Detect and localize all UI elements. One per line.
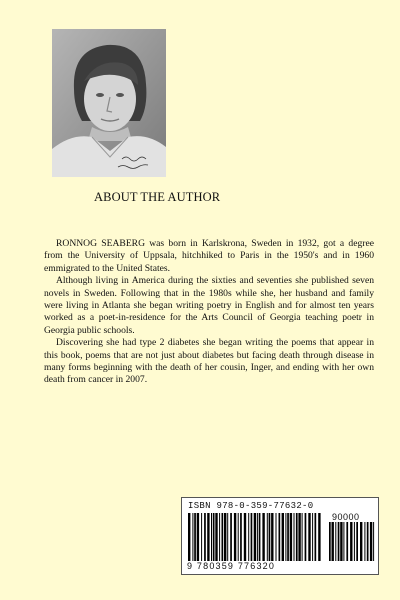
barcode-bar <box>251 513 253 561</box>
barcode-bar <box>356 522 358 561</box>
barcode-bar <box>234 513 236 561</box>
barcode-bar <box>312 513 313 561</box>
bio-paragraph: RONNOG SEABERG was born in Karlskrona, Sweden in 1932, got a degree from the University of Uppsala, hitchhiked to Paris in the 1950's and in 1960 emmigrated to the United States. <box>44 238 374 274</box>
barcode-bar <box>373 522 374 561</box>
barcode-bar <box>259 513 261 561</box>
barcode-bar <box>222 513 224 561</box>
author-photo <box>52 29 166 177</box>
barcode-bar <box>315 513 317 561</box>
isbn-text: ISBN 978-0-359-77632-0 <box>188 501 314 511</box>
barcode-bar <box>215 513 217 561</box>
barcode-bar <box>213 513 215 561</box>
barcode-bar <box>267 513 268 561</box>
bio-paragraph: Although living in America during the sixties and seventies she published seven novels in Sweden. Following that in the 1980s while she, her husband and family were living in Atlanta she began writing poetry in English and for almost ten years worked as a poet-in-residence for the Arts Council of Georgia teaching poetr in Georgia public schools. <box>44 275 374 336</box>
barcode-bar <box>254 513 256 561</box>
barcode-bar <box>329 522 331 561</box>
barcode-bar <box>370 522 372 561</box>
price-addon-text: 90000 <box>332 512 360 522</box>
barcode-bar <box>262 513 264 561</box>
barcode-bar <box>364 522 365 561</box>
barcode-bar <box>287 513 289 561</box>
barcode-bar <box>219 513 220 561</box>
barcode-bar <box>201 513 202 561</box>
barcode-bar <box>340 522 342 561</box>
barcode-bar <box>244 513 246 561</box>
addon-barcode-bars <box>329 522 375 561</box>
barcode-bar <box>194 513 196 561</box>
barcode-bar <box>257 513 258 561</box>
barcode-bar <box>305 513 307 561</box>
barcode-bar <box>346 522 348 561</box>
barcode-bar <box>350 522 352 561</box>
barcode-bar <box>302 513 303 561</box>
bio-paragraph: Discovering she had type 2 diabetes she began writing the poems that appear in this book, poems that are not just about diabetes but facing death through disease in many forms beginning with the death of her cousin, Inger, and ending with her own death from cancer in 2007. <box>44 337 374 386</box>
barcode-bar <box>271 513 273 561</box>
barcode-bar <box>192 513 193 561</box>
barcode-bar <box>343 522 344 561</box>
barcode-bar <box>211 513 212 561</box>
barcode-bar <box>276 513 277 561</box>
barcode-bar <box>290 513 292 561</box>
barcode-bar <box>338 522 340 561</box>
barcode-bar <box>188 513 190 561</box>
barcode-bar <box>207 513 209 561</box>
barcode-bar <box>248 513 249 561</box>
section-heading: ABOUT THE AUTHOR <box>94 190 221 204</box>
barcode-bar <box>282 513 284 561</box>
barcode-bar <box>308 513 310 561</box>
barcode-bar <box>204 513 206 561</box>
barcode-bar <box>335 522 336 561</box>
barcode-bar <box>360 522 362 561</box>
barcode-bar <box>298 513 300 561</box>
barcode-bar <box>240 513 242 561</box>
author-bio <box>44 238 374 387</box>
barcode-bar <box>294 513 295 561</box>
barcode-bar <box>367 522 369 561</box>
author-portrait-image <box>52 29 166 177</box>
ean-barcode-bars <box>188 513 323 561</box>
barcode-bar <box>230 513 232 561</box>
barcode-bar <box>285 513 286 561</box>
barcode-bar <box>197 513 199 561</box>
ean-number: 9 780359 776320 <box>187 561 276 571</box>
barcode-bar <box>269 513 271 561</box>
barcode-bar <box>332 522 334 561</box>
barcode-bar <box>354 522 355 561</box>
barcode-bar <box>318 513 320 561</box>
barcode-bar <box>224 513 226 561</box>
barcode-bar <box>279 513 281 561</box>
barcode-bar <box>296 513 298 561</box>
isbn-barcode <box>181 497 379 575</box>
barcode-bar <box>238 513 239 561</box>
barcode-bar <box>227 513 228 561</box>
